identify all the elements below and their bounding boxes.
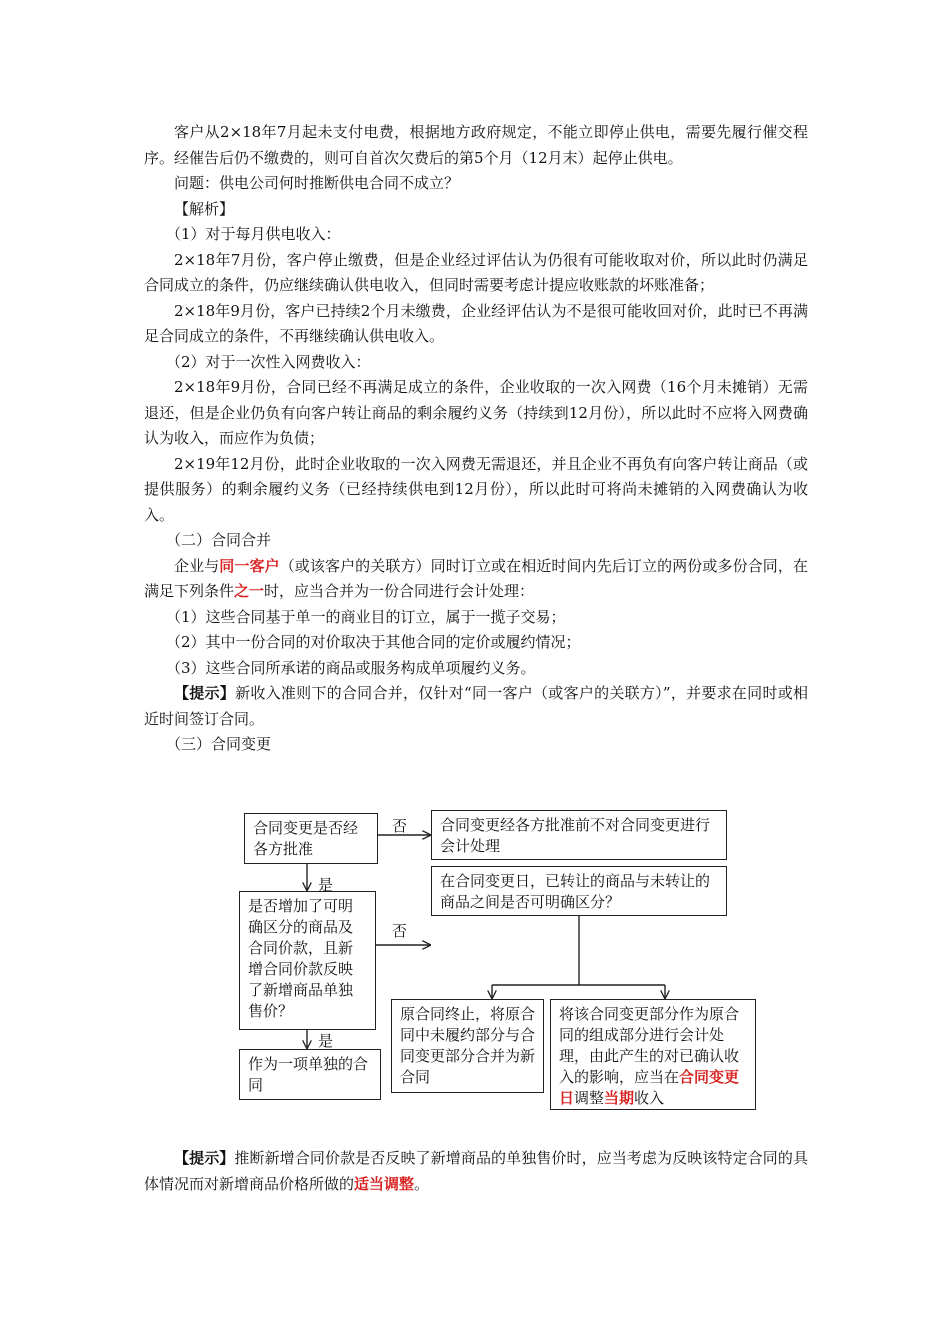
box7-text-b: 调整 [574,1089,605,1107]
paragraph-question: 问题：供电公司何时推断供电合同不成立？ [174,174,460,192]
highlight-change-date: 合同变更日 [559,1068,740,1107]
box-distinguishable-question: 在合同变更日，已转让的商品与未转让的商品之间是否可明确区分？ [431,866,727,916]
document-body [144,120,808,758]
paragraph-merge-rule [144,554,808,605]
section-contract-change: （三）合同变更 [166,735,272,753]
box-approval-question: 合同变更是否经各方批准 [244,813,378,864]
paragraph-analysis-title: 【解析】 [174,199,235,218]
merge-text-b: （或该客户的关联方）同时订立或在相近时间内先后订立的两份或多份合同，在满足下列条件 [144,556,808,600]
condition-2: （2）其中一份合同的对价取决于其他合同的定价或履约情况； [166,633,581,651]
box-distinct-goods-question: 是否增加了可明确区分的商品及合同价款，且新增合同价款反映了新增商品单独售价？ [239,891,376,1030]
paragraph-tip-price [144,1146,808,1197]
box7-text-a: 将该合同变更部分作为原合同的组成部分进行会计处理，由此产生的对已确认收入的影响，应当在 [559,1005,740,1086]
box-terminate-new-contract: 原合同终止，将原合同中未履约部分与合同变更部分合并为新合同 [391,999,544,1093]
condition-3: （3）这些合同所承诺的商品或服务构成单项履约义务。 [166,658,536,677]
paragraph-onetime-fee: （2）对于一次性入网费收入： [166,352,371,371]
highlight-current-period: 当期 [604,1089,635,1107]
highlight-appropriate-adjustment: 适当调整 [354,1174,415,1193]
paragraph-fee-december: 2×19年12月份，此时企业收取的一次入网费无需退还，并且企业不再负有向客户转让商品（或提供服务）的剩余履约义务（已经持续供电到12月份），所以此时可将尚未摊销的入网费确认为收入。 [144,454,808,524]
paragraph-fee-september: 2×18年9月份，合同已经不再满足成立的条件，企业收取的一次入网费（16个月未摊销）无需退还，但是企业仍负有向客户转让商品的剩余履约义务（持续到12月份），所以此时不应将入网费确认为收入，而应作为负债； [144,378,808,447]
tip-text: 新收入准则下的合同合并，仅针对“同一客户（或客户的关联方）”，并要求在同时或相近时间签订合同。 [144,684,808,728]
condition-1: （1）这些合同基于单一的商业目的订立，属于一揽子交易； [166,607,566,626]
box-no-accounting: 合同变更经各方批准前不对合同变更进行会计处理 [431,810,727,860]
highlight-same-customer: 同一客户 [219,556,280,575]
merge-text-c: 时，应当合并为一份合同进行会计处理： [264,582,535,600]
box7-text-c: 收入 [634,1089,665,1107]
highlight-one-of: 之一 [234,582,265,600]
tip-price-adjustment [144,1146,808,1197]
paragraph-monthly-income: （1）对于每月供电收入： [166,225,341,243]
box-part-of-original [550,999,756,1110]
section-contract-merge: （二）合同合并 [166,531,272,549]
label-yes-2: 是 [318,1032,334,1050]
box-separate-contract: 作为一项单独的合同 [239,1049,381,1100]
tip2-text-b: 。 [414,1174,430,1193]
paragraph-case: 客户从2×18年7月起未支付电费，根据地方政府规定，不能立即停止供电，需要先履行催交程序。经催告后仍不缴费的，则可自首次欠费后的第5个月（12月末）起停止供电。 [144,123,808,167]
tip2-text-a: 推断新增合同价款是否反映了新增商品的单独售价时，应当考虑为反映该特定合同的具体情况而对新增商品价格所做的 [144,1149,808,1193]
label-no-2: 否 [392,922,408,940]
paragraph-july: 2×18年7月份，客户停止缴费，但是企业经过评估认为仍很有可能收取对价，所以此时仍满足合同成立的条件，仍应继续确认供电收入，但同时需要考虑计提应收账款的坏账准备； [144,250,808,294]
label-yes-1: 是 [318,876,334,894]
paragraph-september: 2×18年9月份，客户已持续2个月未缴费，企业经评估认为不是很可能收回对价，此时已不再满足合同成立的条件，不再继续确认供电收入。 [144,301,808,345]
merge-text-a: 企业与 [174,556,220,575]
tip-tag: 【提示】 [174,684,236,702]
paragraph-tip-merge [144,681,808,732]
tip2-tag: 【提示】 [174,1149,235,1167]
label-no-1: 否 [392,817,408,835]
